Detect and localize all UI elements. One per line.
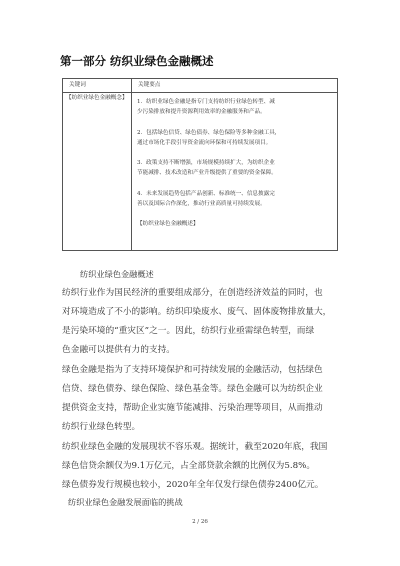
table-line — [137, 209, 280, 219]
table-header-keyword: 关键词 — [69, 82, 86, 88]
table-line: 【纺织业绿色金融概述】 — [137, 221, 199, 228]
paragraph-line: 色金融可以提供有力的支持。 — [62, 345, 175, 355]
table-line: 节能减排、技术改造和产业升级提供了重要的资金保障。 — [137, 170, 277, 177]
paragraph-line: 绿色债券发行规模也较小，2020年全年仅发行绿色债券2400亿元。 — [62, 480, 324, 490]
paragraph-line: 纺织行业绿色转型。 — [62, 422, 141, 432]
paragraph-line: 提供资金支持，帮助企业实施节能减排、污染治理等项目，从而推动 — [62, 403, 323, 413]
table-header-key-points: 关键要点 — [138, 82, 161, 88]
paragraph-3 — [62, 438, 327, 495]
table-line: 1．纺织业绿色金融是指专门支持纺织行业绿色转型、减 — [137, 99, 275, 105]
section-title: 第一部分 纺织业绿色金融概述 — [60, 54, 214, 68]
table-key-points-content — [137, 97, 280, 230]
subheading-overview: 纺织业绿色金融概述 — [80, 269, 154, 279]
paragraph-1 — [62, 284, 331, 360]
table-line: 善以及国际合作深化，推动行业高质量可持续发展。 — [137, 201, 266, 208]
page-number: 2 / 26 — [192, 519, 208, 525]
table-line — [137, 117, 280, 127]
paragraph-line: 绿色信贷余额仅为9.1万亿元，占全部贷款余额的比例仅为5.8%。 — [62, 461, 316, 471]
table-line — [137, 179, 280, 189]
table-line: 通过市场化手段引导资金流向环保和可持续发展项目。 — [137, 139, 272, 146]
paragraph-line: 纺织业绿色金融的发展现状不容乐观。据统计，截至2020年底，我国 — [62, 442, 328, 452]
paragraph-line: 对环境造成了不小的影响。纺织印染废水、废气、固体废物排放量大， — [62, 307, 332, 317]
paragraph-line: 是污染环境的“重灾区”之一。因此，纺织行业亟需绿色转型，而绿 — [62, 326, 315, 336]
table-column-divider — [131, 79, 132, 250]
table-line: 4．未来发展趋势包括产品创新、标准统一、信息披露完 — [137, 190, 275, 197]
table-line: 3．政策支持不断增强，市场规模持续扩大，为纺织企业 — [137, 160, 275, 167]
paragraph-2 — [62, 361, 323, 437]
summary-table — [62, 78, 338, 251]
paragraph-line: 绿色金融是指为了支持环境保护和可持续发展的金融活动，包括绿色 — [62, 365, 323, 375]
table-line: 2．包括绿色信贷、绿色债券、绿色保险等多种金融工具， — [137, 129, 281, 136]
table-row-label: 【纺织业绿色金融概念】 — [66, 95, 128, 101]
paragraph-line: 纺织行业作为国民经济的重要组成部分，在创造经济效益的同时，也 — [62, 288, 323, 298]
subheading-challenges: 纺织业绿色金融发展面临的挑战 — [68, 497, 183, 507]
paragraph-line: 信贷、绿色债券、绿色保险、绿色基金等。绿色金融可以为纺织企业 — [62, 384, 323, 394]
table-line — [137, 148, 280, 158]
table-line: 少污染排放和提升资源利用效率的金融服务和产品。 — [137, 109, 266, 116]
